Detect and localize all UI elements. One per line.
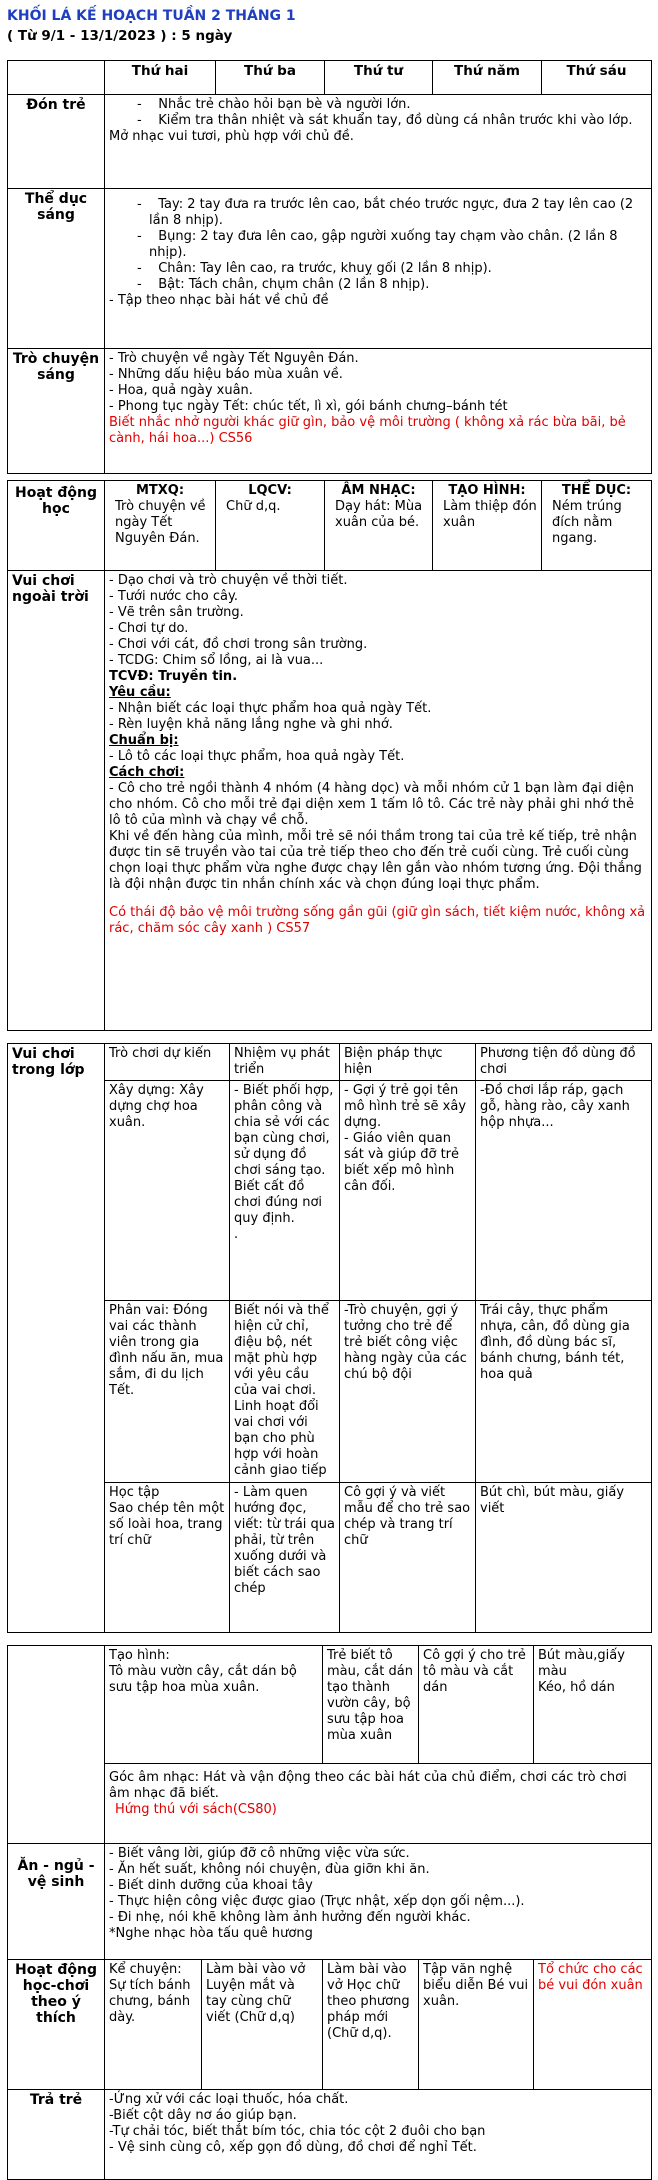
requirement-item: - Nhận biết các loại thực phẩm hoa quả ngày Tết.	[109, 701, 432, 716]
preparation-item: - Lô tô các loại thực phẩm, hoa quả ngày Tết.	[109, 749, 405, 764]
indoor-row-am-nhac	[8, 1764, 652, 1844]
don-tre-note: Mở nhạc vui tươi, phù hợp với chủ đề.	[109, 129, 354, 144]
outdoor-item: - Tưới nước cho cây.	[109, 589, 238, 604]
schedule-table-top	[7, 60, 652, 474]
indoor-row-xay-dung	[8, 1081, 652, 1301]
schedule-table-middle	[7, 480, 652, 1031]
indoor-cell: -Đồ chơi lắp ráp, gạch gỗ, hàng rào, cây xanh hộp nhựa...	[476, 1081, 652, 1301]
the-duc-item: - Bụng: 2 tay đưa lên cao, gập người xuống tay chạm vào chân. (2 lần 8 nhịp).	[137, 229, 618, 260]
activity-wednesday: ÂM NHẠC: Dạy hát: Mùa xuân của bé.	[325, 481, 433, 571]
indoor-cell: Bút màu,giấy màu Kéo, hồ dán	[534, 1646, 652, 1764]
day-tuesday: Thứ ba	[216, 61, 325, 95]
row-vui-choi-ngoai-troi	[8, 571, 652, 1031]
indoor-cell: Học tập Sao chép tên một số loài hoa, trang trí chữ	[105, 1483, 230, 1633]
day-thursday: Thứ năm	[433, 61, 542, 95]
day-monday: Thứ hai	[105, 61, 216, 95]
row-tro-chuyen	[8, 349, 652, 474]
activity-monday: MTXQ: Trò chuyện về ngày Tết Nguyên Đán.	[105, 481, 216, 571]
meal-item: - Ăn hết suất, không nói chuyện, đùa giỡn khi ăn.	[109, 1862, 430, 1877]
don-tre-item: - Nhắc trẻ chào hỏi bạn bè và người lớn.	[137, 97, 411, 112]
outdoor-item: - Chơi tự do.	[109, 621, 189, 636]
tro-chuyen-red-note: Biết nhắc nhở người khác giữ gìn, bảo vệ môi trường ( không xả rác bừa bãi, bẻ cành, hái hoa...) CS56	[109, 415, 626, 446]
afternoon-tuesday: Làm bài vào vở Luyện mắt và tay cùng chữ viết (Chữ d,q)	[202, 1960, 323, 2090]
indoor-cell: - Gợi ý trẻ gọi tên mô hình trẻ sẽ xây dựng. - Giáo viên quan sát và giúp đỡ trẻ biết xếp mô hình cân đối.	[340, 1081, 476, 1301]
label-tro-chuyen: Trò chuyện sáng	[8, 349, 105, 474]
outdoor-item: - Chơi với cát, đồ chơi trong sân trường.	[109, 637, 368, 652]
indoor-header-game: Trò chơi dự kiến	[105, 1044, 230, 1081]
indoor-cell: Cô gợi ý và viết mẫu để cho trẻ sao chép và trang trí chữ	[340, 1483, 476, 1633]
meal-item: - Biết vâng lời, giúp đỡ cô những việc vừa sức.	[109, 1846, 410, 1861]
music-corner-cell	[105, 1764, 652, 1844]
requirement-item: - Rèn luyện khả năng lắng nghe và ghi nhớ.	[109, 717, 393, 732]
indoor-header-materials: Phương tiện đồ dùng đồ chơi	[476, 1044, 652, 1081]
indoor-cell: Cô gợi ý cho trẻ tô màu và cắt dán	[419, 1646, 534, 1764]
label-hoat-dong-hoc: Hoạt động học	[8, 481, 105, 571]
music-corner-text: Góc âm nhạc: Hát và vận động theo các bài hát của chủ điểm, chơi các trò chơi âm nhạc đã biết.	[109, 1770, 627, 1801]
activity-friday: THỂ DỤC: Ném trúng đích nằm ngang.	[542, 481, 652, 571]
how-to-play-text: Khi về đến hàng của mình, mỗi trẻ sẽ nói thầm trong tai của trẻ kế tiếp, trẻ nhận được tin sẽ truyền vào tai của trẻ tiếp theo cho đến trẻ cuối cùng. Trẻ cuối cùng chọn loại thực phẩm vừa nghe được chạy lên gắn vào nhóm tương ứng. Đội thắng là đội nhận được tin nhắn chính xác và chọn đúng loại thực phẩm.	[109, 829, 642, 892]
schedule-table-bottom	[7, 1645, 652, 2180]
indoor-cell: -Trò chuyện, gợi ý tưởng cho trẻ để trẻ biết công việc hàng ngày của các chú bộ đội	[340, 1301, 476, 1483]
outdoor-item: - Vẽ trên sân trường.	[109, 605, 244, 620]
content-an-ngu	[105, 1844, 652, 1960]
meal-item: - Thực hiện công việc được giao (Trực nhật, xếp dọn gối nệm...).	[109, 1894, 525, 1909]
empty-label-cell	[8, 1646, 105, 1844]
days-header-row	[8, 61, 652, 95]
meal-item: - Đi nhẹ, nói khẽ không làm ảnh hưởng đến người khác.	[109, 1910, 471, 1925]
indoor-play-table	[7, 1043, 652, 1633]
corner-cell	[8, 61, 105, 95]
doc-subtitle: ( Từ 9/1 - 13/1/2023 ) : 5 ngày	[7, 28, 233, 44]
content-tra-tre	[105, 2090, 652, 2180]
indoor-header-row	[8, 1044, 652, 1081]
day-wednesday: Thứ tư	[325, 61, 433, 95]
the-duc-item: - Bật: Tách chân, chụm chân (2 lần 8 nhịp).	[137, 277, 430, 292]
music-corner-red-note: Hứng thú với sách(CS80)	[115, 1802, 277, 1817]
content-tro-chuyen	[105, 349, 652, 474]
label-the-duc: Thể dục sáng	[8, 189, 105, 349]
activity-tuesday: LQCV: Chữ d,q.	[216, 481, 325, 571]
pickup-item: -Ứng xử với các loại thuốc, hóa chất.	[109, 2092, 349, 2107]
indoor-cell: Trái cây, thực phẩm nhựa, cân, đồ dùng gia đình, đồ dùng bác sĩ, bánh chưng, bánh tét, hoa quả	[476, 1301, 652, 1483]
label-an-ngu: Ăn - ngủ - vệ sinh	[8, 1844, 105, 1960]
content-don-tre	[105, 95, 652, 189]
how-to-play-text: - Cô cho trẻ ngồi thành 4 nhóm (4 hàng dọc) và mỗi nhóm cử 1 bạn làm đại diện cho nhóm. Cô cho mỗi trẻ đại diện xem 1 tấm lô tô. Các trẻ này phải ghi nhớ thẻ lô tô của mình và chạy về chỗ.	[109, 781, 634, 828]
label-vui-choi-trong-lop: Vui chơi trong lớp	[8, 1044, 105, 1633]
indoor-row-hoc-tap	[8, 1483, 652, 1633]
row-chieu	[8, 1960, 652, 2090]
indoor-cell: Xây dựng: Xây dựng chợ hoa xuân.	[105, 1081, 230, 1301]
plan-document	[7, 0, 651, 2180]
activity-thursday: TẠO HÌNH: Làm thiệp đón xuân	[433, 481, 542, 571]
row-tra-tre	[8, 2090, 652, 2180]
afternoon-thursday: Tập văn nghệ biểu diễn Bé vui xuân.	[419, 1960, 534, 2090]
indoor-header-task: Nhiệm vụ phát triển	[230, 1044, 340, 1081]
label-vui-choi-ngoai-troi: Vui chơi ngoài trời	[8, 571, 105, 1031]
indoor-cell: Phân vai: Đóng vai các thành viên trong gia đình nấu ăn, mua sắm, đi du lịch Tết.	[105, 1301, 230, 1483]
the-duc-item: - Chân: Tay lên cao, ra trước, khuỵ gối (2 lần 8 nhịp).	[137, 261, 492, 276]
outdoor-red-note: Có thái độ bảo vệ môi trường sống gần gũi (giữ gìn sách, tiết kiệm nước, không xả rác, chăm sóc cây xanh ) CS57	[109, 905, 646, 936]
outdoor-item: - Dạo chơi và trò chuyện về thời tiết.	[109, 573, 348, 588]
how-to-play-label: Cách chơi:	[109, 765, 185, 780]
indoor-cell: - Làm quen hướng đọc, viết: từ trái qua phải, từ trên xuống dưới và biết cách sao chép	[230, 1483, 340, 1633]
outdoor-item: - TCDG: Chim sổ lồng, ai là vua...	[109, 653, 324, 668]
pickup-item: - Vệ sinh cùng cô, xếp gọn đồ dùng, đồ chơi để nghỉ Tết.	[109, 2140, 477, 2155]
preparation-label: Chuẩn bị:	[109, 733, 179, 748]
indoor-cell: Trẻ biết tô màu, cắt dán tạo thành vườn cây, bộ sưu tập hoa mùa xuân	[323, 1646, 419, 1764]
requirements-label: Yêu cầu:	[109, 685, 171, 700]
pickup-item: -Tự chải tóc, biết thắt bím tóc, chia tóc cột 2 đuôi cho bạn	[109, 2124, 486, 2139]
tro-chuyen-item: - Trò chuyện về ngày Tết Nguyên Đán.	[109, 351, 359, 366]
game-title: TCVĐ: Truyền tin.	[109, 669, 238, 684]
indoor-cell: Biết nói và thể hiện cử chỉ, điệu bộ, nét mặt phù hợp với yêu cầu của vai chơi. Linh hoạt đổi vai chơi với bạn cho phù hợp với hoàn cảnh giao tiếp	[230, 1301, 340, 1483]
row-don-tre	[8, 95, 652, 189]
meal-item: - Biết dinh dưỡng của khoai tây	[109, 1878, 313, 1893]
tro-chuyen-item: - Những dấu hiệu báo mùa xuân về.	[109, 367, 343, 382]
meal-item: *Nghe nhạc hòa tấu quê hương	[109, 1926, 313, 1941]
indoor-row-tao-hinh	[8, 1646, 652, 1764]
row-the-duc	[8, 189, 652, 349]
afternoon-friday: Tổ chức cho các bé vui đón xuân	[534, 1960, 652, 2090]
content-the-duc	[105, 189, 652, 349]
indoor-header-method: Biện pháp thực hiện	[340, 1044, 476, 1081]
the-duc-note: - Tập theo nhạc bài hát về chủ đề	[109, 293, 329, 308]
don-tre-item: - Kiểm tra thân nhiệt và sát khuẩn tay, đồ dùng cá nhân trước khi vào lớp.	[137, 113, 633, 128]
doc-title: KHỐI LÁ KẾ HOẠCH TUẦN 2 THÁNG 1	[7, 8, 296, 24]
tro-chuyen-item: - Hoa, quả ngày xuân.	[109, 383, 253, 398]
afternoon-wednesday: Làm bài vào vở Học chữ theo phương pháp mới (Chữ d,q).	[323, 1960, 419, 2090]
indoor-row-phan-vai	[8, 1301, 652, 1483]
content-vui-choi-ngoai-troi	[105, 571, 652, 1031]
tro-chuyen-item: - Phong tục ngày Tết: chúc tết, lì xì, gói bánh chưng–bánh tét	[109, 399, 508, 414]
indoor-cell: Tạo hình: Tô màu vườn cây, cắt dán bộ sưu tập hoa mùa xuân.	[105, 1646, 323, 1764]
indoor-cell: - Biết phối hợp, phân công và chia sẻ với các bạn cùng chơi, sử dụng đồ chơi sáng tạo. Biết cất đồ chơi đúng nơi quy định. .	[230, 1081, 340, 1301]
the-duc-item: - Tay: 2 tay đưa ra trước lên cao, bắt chéo trước ngực, đưa 2 tay lên cao (2 lần 8 nhịp).	[137, 197, 634, 228]
row-hoat-dong-hoc	[8, 481, 652, 571]
pickup-item: -Biết cột dây nơ áo giúp bạn.	[109, 2108, 297, 2123]
row-an-ngu	[8, 1844, 652, 1960]
label-don-tre: Đón trẻ	[8, 95, 105, 189]
day-friday: Thứ sáu	[542, 61, 652, 95]
indoor-cell: Bút chì, bút màu, giấy viết	[476, 1483, 652, 1633]
label-chieu: Hoạt động học-chơi theo ý thích	[8, 1960, 105, 2090]
label-tra-tre: Trả trẻ	[8, 2090, 105, 2180]
afternoon-monday: Kể chuyện: Sự tích bánh chưng, bánh dày.	[105, 1960, 202, 2090]
